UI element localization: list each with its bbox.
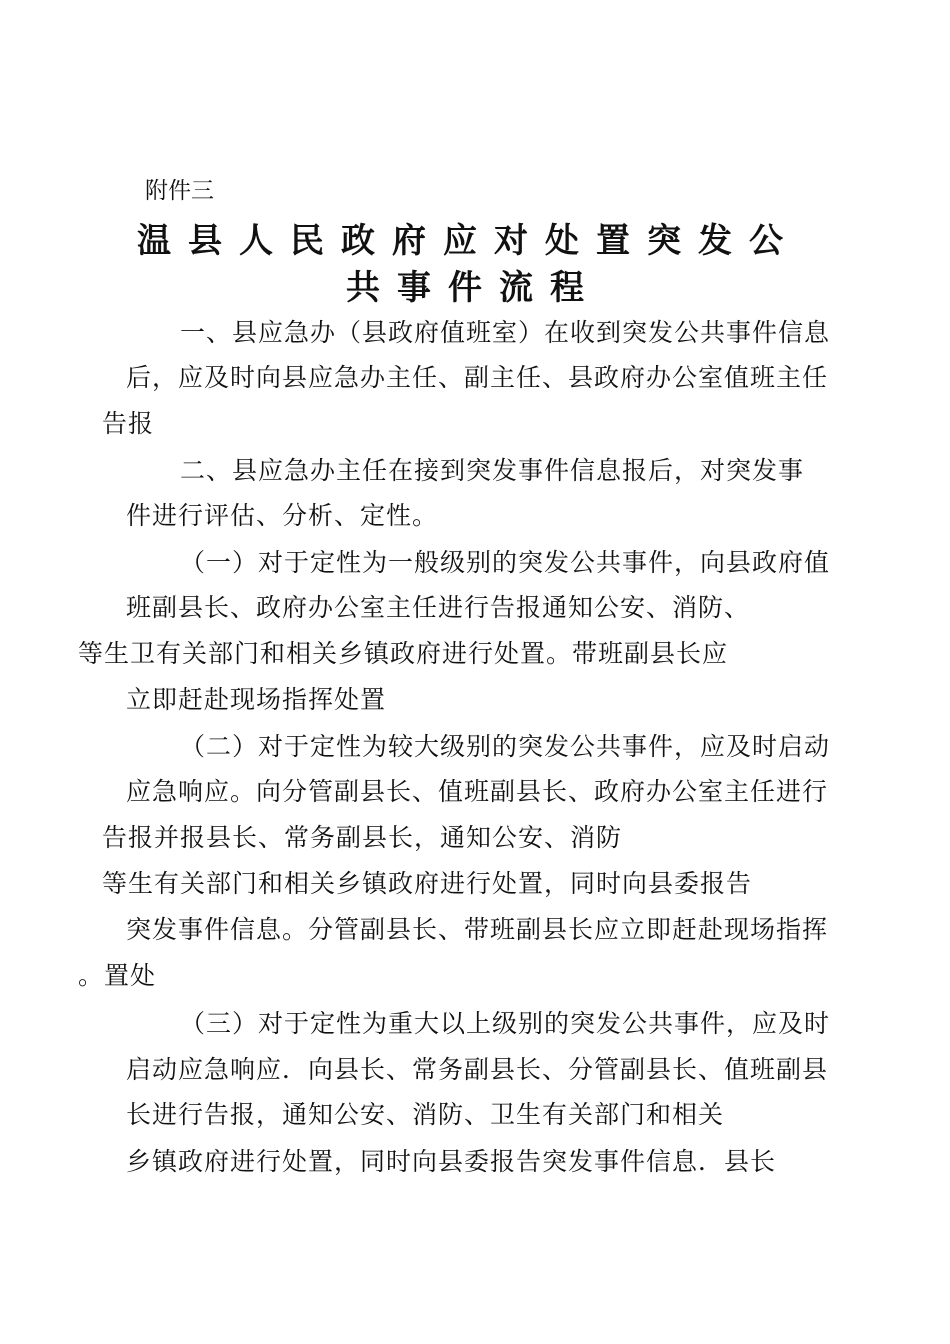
- body-line: 长进行告报，通知公安、消防、卫生有关部门和相关: [126, 1100, 725, 1129]
- body-line: 件进行评估、分析、定性。: [126, 501, 439, 530]
- attachment-label: 附件三: [145, 178, 214, 204]
- body-line: 告报并报县长、常务副县长，通知公安、消防: [102, 823, 623, 852]
- body-line: 应急响应。向分管副县长、值班副县长、政府办公室主任进行: [126, 777, 829, 806]
- body-line: 立即赶赴现场指挥处置: [126, 685, 387, 714]
- body-line: 二、县应急办主任在接到突发事件信息报后，对突发事: [180, 456, 805, 485]
- body-line: 告报: [102, 409, 155, 438]
- document-title-line-1: 温县人民政府应对处置突发公: [137, 221, 800, 261]
- body-line: 后，应及时向县应急办主任、副主任、县政府办公室值班主任: [126, 363, 829, 392]
- body-line: （三）对于定性为重大以上级别的突发公共事件，应及时: [180, 1009, 831, 1038]
- document-title-line-2: 共事件流程: [346, 268, 601, 308]
- body-line: 等生有关部门和相关乡镇政府进行处置，同时向县委报告: [102, 869, 753, 898]
- body-line: （二）对于定性为较大级别的突发公共事件，应及时启动: [180, 732, 831, 761]
- body-line: （一）对于定性为一般级别的突发公共事件，向县政府值: [180, 548, 831, 577]
- body-line: 乡镇政府进行处置，同时向县委报告突发事件信息．县长: [126, 1147, 777, 1176]
- body-line: 班副县长、政府办公室主任进行告报通知公安、消防、: [126, 593, 751, 622]
- body-line: 等生卫有关部门和相关乡镇政府进行处置。带班副县长应: [78, 639, 729, 668]
- body-line: 突发事件信息。分管副县长、带班副县长应立即赶赴现场指挥: [126, 915, 829, 944]
- body-line: 。置处: [78, 961, 157, 990]
- body-line: 启动应急响应．向县长、常务副县长、分管副县长、值班副县: [126, 1055, 829, 1084]
- body-line: 一、县应急办（县政府值班室）在收到突发公共事件信息: [180, 318, 831, 347]
